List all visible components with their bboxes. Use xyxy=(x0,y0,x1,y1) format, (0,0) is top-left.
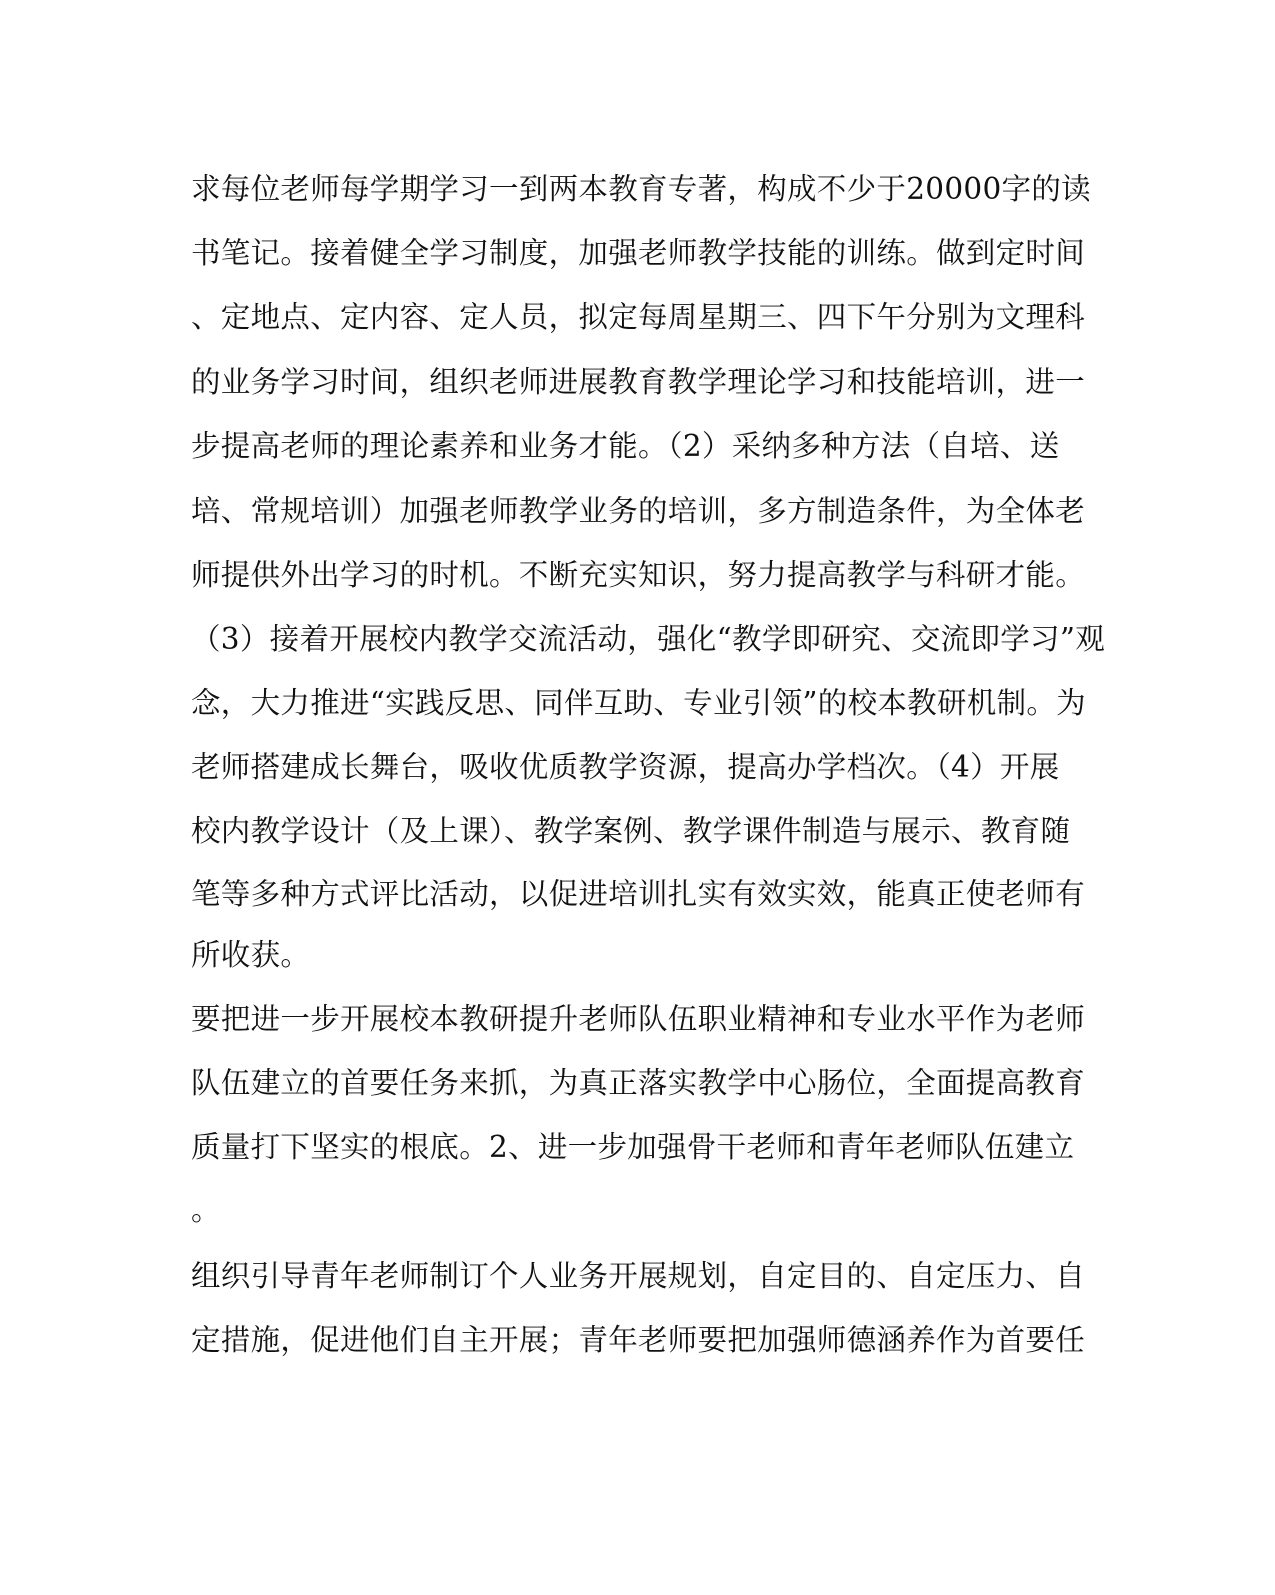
text-line: 定措施，促进他们自主开展；青年老师要把加强师德涵养作为首要任 xyxy=(191,1323,1086,1357)
text-line: 校内教学设计（及上课）、教学案例、教学课件制造与展示、教育随 xyxy=(191,814,1071,848)
text-line: （3）接着开展校内教学交流活动，强化“教学即研究、交流即学习”观 xyxy=(191,622,1106,656)
text-line: 笔等多种方式评比活动，以促进培训扎实有效实效，能真正使老师有 xyxy=(191,877,1086,911)
text-line: 。 xyxy=(191,1193,221,1227)
text-line: 质量打下坚实的根底。2、进一步加强骨干老师和青年老师队伍建立 xyxy=(191,1130,1075,1164)
text-line: 老师搭建成长舞台，吸收优质教学资源，提高办学档次。（4）开展 xyxy=(191,750,1060,784)
text-line: 求每位老师每学期学习一到两本教育专著，构成不少于20000字的读 xyxy=(191,172,1091,206)
text-line: 、定地点、定内容、定人员，拟定每周星期三、四下午分别为文理科 xyxy=(191,300,1086,334)
text-line: 所收获。 xyxy=(191,938,311,972)
text-line: 的业务学习时间，组织老师进展教育教学理论学习和技能培训，进一 xyxy=(191,365,1086,399)
text-line: 念，大力推进“实践反思、同伴互助、专业引领”的校本教研机制。为 xyxy=(191,686,1086,720)
text-line: 组织引导青年老师制订个人业务开展规划，自定目的、自定压力、自 xyxy=(191,1259,1086,1293)
text-line: 书笔记。接着健全学习制度，加强老师教学技能的训练。做到定时间 xyxy=(191,236,1086,270)
text-line: 要把进一步开展校本教研提升老师队伍职业精神和专业水平作为老师 xyxy=(191,1002,1086,1036)
text-line: 步提高老师的理论素养和业务才能。（2）采纳多种方法（自培、送 xyxy=(191,429,1060,463)
text-line: 培、常规培训）加强老师教学业务的培训，多方制造条件，为全体老 xyxy=(191,494,1086,528)
text-line: 队伍建立的首要任务来抓，为真正落实教学中心肠位，全面提高教育 xyxy=(191,1066,1086,1100)
text-line: 师提供外出学习的时机。不断充实知识，努力提高教学与科研才能。 xyxy=(191,558,1086,592)
